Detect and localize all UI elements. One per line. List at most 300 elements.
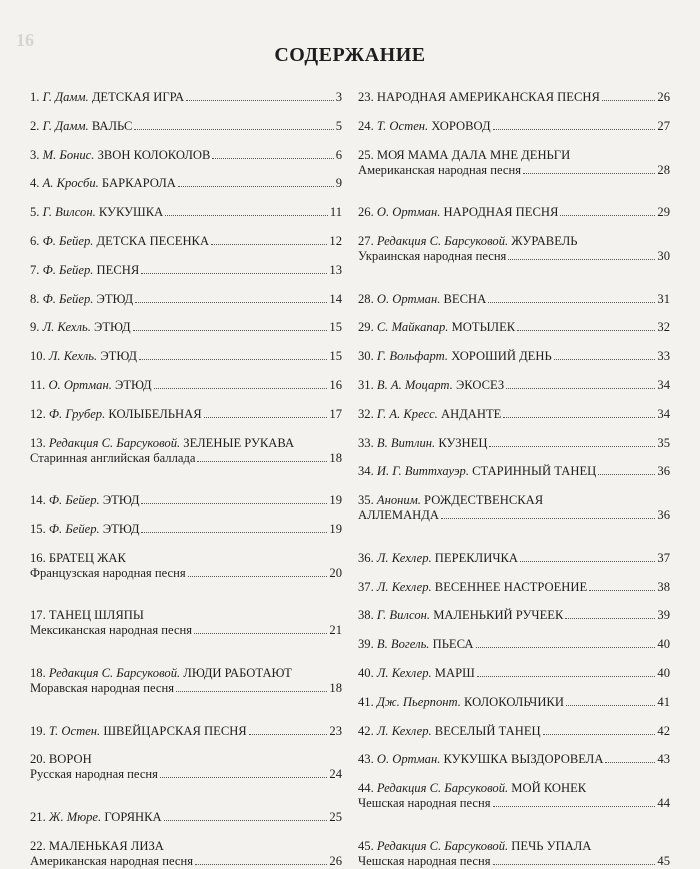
entry-author: Т. Остен. <box>376 118 429 133</box>
leader-dots <box>135 302 327 303</box>
entry-page-number: 34 <box>657 378 670 392</box>
toc-entry-label <box>30 234 209 249</box>
entry-author: В. Вогель. <box>376 637 430 652</box>
entry-number: 31. <box>358 378 374 392</box>
toc-entry-line <box>30 436 342 451</box>
toc-entry <box>358 464 670 479</box>
entry-author: Дж. Пьерпонт. <box>376 694 461 709</box>
entry-page-number: 25 <box>329 810 342 824</box>
entry-author: Редакция С. Барсуковой. <box>376 781 509 796</box>
toc-entry <box>358 695 670 710</box>
entry-author: Л. Кехль. <box>48 349 98 364</box>
entry-page-number: 39 <box>657 608 670 623</box>
toc-entry-label <box>30 666 292 681</box>
entry-page-number: 19 <box>329 493 342 508</box>
toc-entry-label <box>30 724 247 739</box>
entry-title: ЭТЮД <box>102 493 140 508</box>
entry-author: Г. Вилсон. <box>376 608 431 623</box>
leader-dots <box>154 388 328 389</box>
toc-entry-line <box>30 681 342 696</box>
leader-dots <box>489 446 655 447</box>
toc-entry-line <box>30 810 342 825</box>
toc-entry-line <box>358 508 670 523</box>
entry-number: 19. <box>30 723 46 738</box>
leader-dots <box>211 244 327 245</box>
toc-entry-line <box>358 580 670 595</box>
toc-entry-label <box>358 349 552 364</box>
toc-entry-line <box>30 451 342 466</box>
entry-page-number: 36 <box>657 508 670 523</box>
entry-title: ТАНЕЦ ШЛЯПЫ <box>48 608 144 623</box>
entry-number: 3. <box>30 147 40 162</box>
toc-entry <box>30 378 342 393</box>
entry-number: 4. <box>30 176 40 191</box>
toc-entry-label <box>358 320 515 335</box>
entry-author: Ф. Бейер. <box>42 234 94 248</box>
leader-dots <box>476 647 656 648</box>
toc-entry-line <box>358 234 670 249</box>
entry-title: КУЗНЕЦ <box>438 435 488 450</box>
entry-title: РОЖДЕСТВЕНСКАЯ <box>424 493 544 508</box>
leader-dots <box>441 518 655 519</box>
toc-entry-line <box>358 148 670 163</box>
entry-title: НАРОДНАЯ ПЕСНЯ <box>443 205 559 220</box>
entry-page-number: 3 <box>335 90 342 104</box>
toc-entry <box>358 205 670 220</box>
leader-dots <box>506 388 655 389</box>
toc-entry-label <box>358 666 475 681</box>
entry-title: ЛЮДИ РАБОТАЮТ <box>183 666 292 680</box>
leader-dots <box>133 330 328 331</box>
entry-page-number: 15 <box>329 320 342 335</box>
leader-dots <box>543 734 656 735</box>
entry-author: Ж. Мюре. <box>48 810 102 824</box>
toc-entry <box>30 119 342 134</box>
toc-entry-label <box>30 522 139 537</box>
entry-page-number: 15 <box>329 349 342 364</box>
entry-number: 16. <box>30 550 46 565</box>
entry-author: Ф. Бейер. <box>48 493 100 508</box>
toc-entry-line <box>358 163 670 178</box>
toc-entry-label <box>30 551 126 566</box>
entry-page-number: 18 <box>329 450 342 465</box>
entry-page-number: 31 <box>657 291 670 306</box>
entry-number: 25. <box>358 147 374 162</box>
toc-entry <box>30 407 342 422</box>
entry-author: И. Г. Виттхауэр. <box>376 464 469 479</box>
toc-entry-label <box>30 176 176 191</box>
toc-entry <box>30 666 342 696</box>
entry-title: ПЕЧЬ УПАЛА <box>511 838 592 853</box>
toc-entry-label <box>30 810 162 825</box>
entry-author: Г. Вилсон. <box>42 205 96 220</box>
leader-dots <box>493 129 656 130</box>
entry-page-number: 21 <box>329 623 342 638</box>
toc-entry <box>358 752 670 767</box>
toc-entry-line <box>30 148 342 163</box>
entry-number: 9. <box>30 320 40 335</box>
toc-entry-label <box>358 90 600 105</box>
entry-page-number: 29 <box>657 205 670 220</box>
entry-author: О. Ортман. <box>376 752 441 767</box>
toc-entry-label <box>358 608 563 623</box>
toc-entry-line <box>30 623 342 638</box>
toc-entry-line <box>358 436 670 451</box>
leader-dots <box>520 561 655 562</box>
leader-dots <box>589 590 655 591</box>
toc-entry-label <box>358 839 591 854</box>
toc-entry-label <box>358 119 491 134</box>
entry-number: 8. <box>30 291 40 306</box>
entry-subtitle: Русская народная песня <box>30 767 158 782</box>
leader-dots <box>141 503 327 504</box>
entry-title: ВАЛЬС <box>91 118 133 133</box>
toc-entry-label <box>358 695 564 710</box>
entry-title: ЭТЮД <box>100 349 137 364</box>
toc-entry <box>30 522 342 537</box>
leader-dots <box>554 359 656 360</box>
entry-author: В. Витлин. <box>376 435 436 450</box>
toc-entry-label <box>358 637 474 652</box>
entry-number: 29. <box>358 320 374 335</box>
toc-entry <box>30 148 342 163</box>
entry-title: НАРОДНАЯ АМЕРИКАНСКАЯ ПЕСНЯ <box>376 90 600 104</box>
entry-page-number: 20 <box>329 565 342 580</box>
toc-entry <box>30 90 342 105</box>
entry-number: 40. <box>358 666 374 680</box>
entry-page-number: 37 <box>657 550 670 565</box>
leader-dots <box>141 532 327 533</box>
entry-title: МОЙ КОНЕК <box>511 781 587 796</box>
toc-entry <box>358 292 670 307</box>
toc-entry-line <box>30 292 342 307</box>
entry-title: МАЛЕНЬКАЯ ЛИЗА <box>48 838 164 853</box>
toc-entry-label <box>358 234 578 249</box>
toc-entry-line <box>358 249 670 264</box>
toc-entry-line <box>358 464 670 479</box>
toc-entry <box>358 436 670 451</box>
toc-entry <box>30 205 342 220</box>
entry-page-number: 23 <box>329 723 342 738</box>
toc-entry-label <box>30 839 164 854</box>
entry-author: Ф. Бейер. <box>42 291 94 306</box>
entry-title: КОЛЫБЕЛЬНАЯ <box>108 406 202 421</box>
entry-subtitle: Старинная английская баллада <box>30 450 196 465</box>
entry-number: 32. <box>358 406 374 421</box>
entry-number: 24. <box>358 118 374 133</box>
toc-entry-line <box>30 724 342 739</box>
entry-page-number: 28 <box>657 162 670 177</box>
entry-number: 5. <box>30 205 40 220</box>
toc-entry-line <box>358 724 670 739</box>
entry-number: 11. <box>30 378 46 392</box>
toc-entry-label <box>358 407 501 422</box>
entry-number: 38. <box>358 608 374 623</box>
toc-entry <box>358 608 670 623</box>
entry-author: О. Ортман. <box>48 378 112 392</box>
toc-entry-label <box>30 292 133 307</box>
entry-page-number: 43 <box>657 752 670 767</box>
entry-page-number: 44 <box>657 796 670 811</box>
toc-entry-line <box>358 695 670 710</box>
leader-dots <box>141 273 327 274</box>
entry-author: Г. А. Кресс. <box>376 406 438 421</box>
toc-entry-line <box>30 378 342 393</box>
entry-author: А. Кросби. <box>42 176 99 191</box>
entry-page-number: 16 <box>329 378 342 392</box>
toc-entry-label <box>358 436 487 451</box>
toc-entry <box>358 90 670 105</box>
entry-author: В. А. Моцарт. <box>376 378 453 392</box>
entry-author: Ф. Бейер. <box>42 262 94 277</box>
leader-dots <box>523 173 655 174</box>
toc-entry-label <box>30 349 137 364</box>
entry-author: Л. Кехлер. <box>376 579 432 594</box>
entry-number: 18. <box>30 666 46 680</box>
toc-entry-label <box>30 263 139 278</box>
entry-title: ЭТЮД <box>96 291 134 306</box>
entry-author: Редакция С. Барсуковой. <box>48 435 181 450</box>
entry-title: ХОРОШИЙ ДЕНЬ <box>451 349 552 364</box>
entry-number: 44. <box>358 781 374 796</box>
entry-number: 17. <box>30 608 46 623</box>
toc-entry-label <box>30 378 152 393</box>
entry-page-number: 41 <box>657 694 670 709</box>
toc-entry <box>358 407 670 422</box>
toc-entry <box>358 493 670 523</box>
leader-dots <box>508 259 655 260</box>
entry-number: 26. <box>358 205 374 220</box>
entry-title: ДЕТСКА ПЕСЕНКА <box>96 234 210 248</box>
entry-subtitle: Французская народная песня <box>30 565 186 580</box>
entry-number: 13. <box>30 435 46 450</box>
entry-page-number: 13 <box>329 262 342 277</box>
entry-title: ДЕТСКАЯ ИГРА <box>91 90 185 104</box>
toc-entry <box>30 349 342 364</box>
toc-entry-label <box>358 781 586 796</box>
page-corner-number: 16 <box>16 30 34 50</box>
toc-entry-line <box>30 566 342 581</box>
toc-entry-line <box>358 205 670 220</box>
toc-entry-line <box>30 90 342 105</box>
toc-entry-line <box>30 320 342 335</box>
toc-entry <box>30 263 342 278</box>
entry-number: 30. <box>358 349 374 364</box>
entry-title: МОЯ МАМА ДАЛА МНЕ ДЕНЬГИ <box>376 147 571 162</box>
entry-title: ЭТЮД <box>102 522 140 536</box>
leader-dots <box>602 100 656 101</box>
entry-title: ГОРЯНКА <box>104 810 162 824</box>
toc-entry <box>30 493 342 508</box>
leader-dots <box>493 864 656 865</box>
entry-author: Г. Дамм. <box>42 118 89 133</box>
entry-page-number: 40 <box>657 637 670 652</box>
entry-number: 28. <box>358 291 374 306</box>
toc-entry <box>358 349 670 364</box>
entry-author: Г. Дамм. <box>42 90 89 104</box>
entry-title: АНДАНТЕ <box>440 406 502 421</box>
entry-number: 36. <box>358 550 374 565</box>
leader-dots <box>186 100 334 101</box>
entry-number: 7. <box>30 262 40 277</box>
toc-entry <box>30 436 342 466</box>
toc-entry-line <box>30 854 342 869</box>
toc-entry <box>358 724 670 739</box>
entry-number: 6. <box>30 234 40 248</box>
entry-title: ВЕСЕЛЫЙ ТАНЕЦ <box>434 723 541 738</box>
entry-number: 21. <box>30 810 46 824</box>
entry-page-number: 40 <box>657 666 670 680</box>
leader-dots <box>134 129 333 130</box>
toc-entry-label <box>358 205 558 220</box>
entry-subtitle: Чешская народная песня <box>358 853 491 868</box>
toc-entry-label <box>30 752 92 767</box>
toc-entry-line <box>358 854 670 869</box>
entry-page-number: 24 <box>329 767 342 782</box>
toc-entry-label <box>358 378 504 393</box>
toc-entry-label <box>358 724 541 739</box>
entry-title: ШВЕЙЦАРСКАЯ ПЕСНЯ <box>103 723 247 738</box>
entry-number: 2. <box>30 118 40 133</box>
leader-dots <box>517 330 655 331</box>
toc-entry-line <box>30 407 342 422</box>
toc-entry-line <box>30 608 342 623</box>
entry-number: 15. <box>30 522 46 536</box>
leader-dots <box>488 302 655 303</box>
toc-entry <box>358 781 670 811</box>
leader-dots <box>503 417 655 418</box>
toc-entry-label <box>358 292 486 307</box>
entry-author: О. Ортман. <box>376 291 441 306</box>
entry-page-number: 9 <box>335 176 342 191</box>
entry-title: ЗЕЛЕНЫЕ РУКАВА <box>183 435 295 450</box>
leader-dots <box>197 461 327 462</box>
toc-entry-label <box>30 148 210 163</box>
toc-entry <box>30 752 342 782</box>
entry-author: Редакция С. Барсуковой. <box>376 838 509 853</box>
toc-entry-label <box>30 320 131 335</box>
toc-entry-line <box>30 119 342 134</box>
toc-entry-label <box>358 493 543 508</box>
leader-dots <box>139 359 327 360</box>
toc-entry-line <box>30 752 342 767</box>
entry-number: 39. <box>358 637 374 652</box>
entry-number: 23. <box>358 90 374 104</box>
toc-entry <box>30 292 342 307</box>
toc-entry <box>30 810 342 825</box>
entry-author: Аноним. <box>376 493 421 508</box>
toc-entry-label <box>30 205 163 220</box>
entry-number: 12. <box>30 406 46 421</box>
toc-entry-label <box>30 119 132 134</box>
toc-entry-line <box>30 839 342 854</box>
entry-title: БРАТЕЦ ЖАК <box>48 550 126 565</box>
entry-author: Г. Вольфарт. <box>376 349 449 364</box>
leader-dots <box>560 215 655 216</box>
entry-title: КУКУШКА ВЫЗДОРОВЕЛА <box>443 752 604 767</box>
entry-page-number: 19 <box>329 522 342 536</box>
entry-title: ПЬЕСА <box>432 637 474 652</box>
toc-entry <box>30 320 342 335</box>
entry-page-number: 26 <box>657 90 670 104</box>
entry-page-number: 17 <box>329 406 342 421</box>
entry-author: Л. Кехлер. <box>376 666 432 680</box>
entry-title: СТАРИННЫЙ ТАНЕЦ <box>472 464 597 479</box>
entry-page-number: 42 <box>657 723 670 738</box>
toc-entry <box>30 234 342 249</box>
toc-entry-line <box>358 608 670 623</box>
entry-number: 22. <box>30 838 46 853</box>
toc-entry-line <box>358 551 670 566</box>
entry-page-number: 34 <box>657 406 670 421</box>
entry-title: МАЛЕНЬКИЙ РУЧЕЕК <box>433 608 564 623</box>
entry-title: КОЛОКОЛЬЧИКИ <box>464 694 564 709</box>
leader-dots <box>212 158 333 159</box>
leader-dots <box>188 576 328 577</box>
entry-number: 35. <box>358 493 374 508</box>
entry-author: Ф. Бейер. <box>48 522 100 536</box>
toc-entry-line <box>358 90 670 105</box>
page-title: СОДЕРЖАНИЕ <box>274 44 426 66</box>
toc-entry-line <box>30 349 342 364</box>
toc-entry <box>358 378 670 393</box>
entry-title: КУКУШКА <box>98 205 164 220</box>
entry-author: М. Бонис. <box>42 147 95 162</box>
toc-entry-line <box>358 796 670 811</box>
toc-entry-line <box>358 637 670 652</box>
toc-entry-line <box>30 666 342 681</box>
entry-page-number: 6 <box>335 147 342 162</box>
toc-entry-line <box>30 522 342 537</box>
toc-entry <box>358 666 670 681</box>
entry-page-number: 18 <box>329 681 342 695</box>
toc-entry-line <box>30 176 342 191</box>
leader-dots <box>195 864 327 865</box>
toc-entry-line <box>30 263 342 278</box>
entry-number: 20. <box>30 752 46 767</box>
leader-dots <box>566 705 655 706</box>
entry-author: Редакция С. Барсуковой. <box>48 666 181 680</box>
entry-page-number: 36 <box>657 464 670 479</box>
toc-entry-line <box>358 119 670 134</box>
toc-entry <box>30 724 342 739</box>
entry-author: Редакция С. Барсуковой. <box>376 234 509 248</box>
leader-dots <box>477 676 656 677</box>
toc-entry-label <box>358 148 570 163</box>
entry-subtitle: Мексиканская народная песня <box>30 623 193 638</box>
toc-entry-label <box>358 580 587 595</box>
entry-page-number: 35 <box>657 435 670 450</box>
entry-page-number: 5 <box>335 118 342 133</box>
entry-page-number: 45 <box>657 853 670 868</box>
entry-title: ВЕСНА <box>443 291 487 306</box>
toc-entry-label <box>30 90 184 105</box>
toc-entry <box>358 234 670 264</box>
toc-entry <box>358 320 670 335</box>
toc-entry-label <box>358 752 603 767</box>
entry-subtitle: Американская народная песня <box>30 853 193 868</box>
toc-entry-line <box>358 781 670 796</box>
entry-page-number: 33 <box>657 349 670 364</box>
toc-entry-line <box>358 320 670 335</box>
leader-dots <box>565 618 655 619</box>
leader-dots <box>178 186 334 187</box>
entry-author: Ф. Грубер. <box>48 406 106 421</box>
entry-number: 33. <box>358 435 374 450</box>
toc-entry <box>30 551 342 581</box>
entry-number: 45. <box>358 838 374 853</box>
leader-dots <box>194 633 327 634</box>
